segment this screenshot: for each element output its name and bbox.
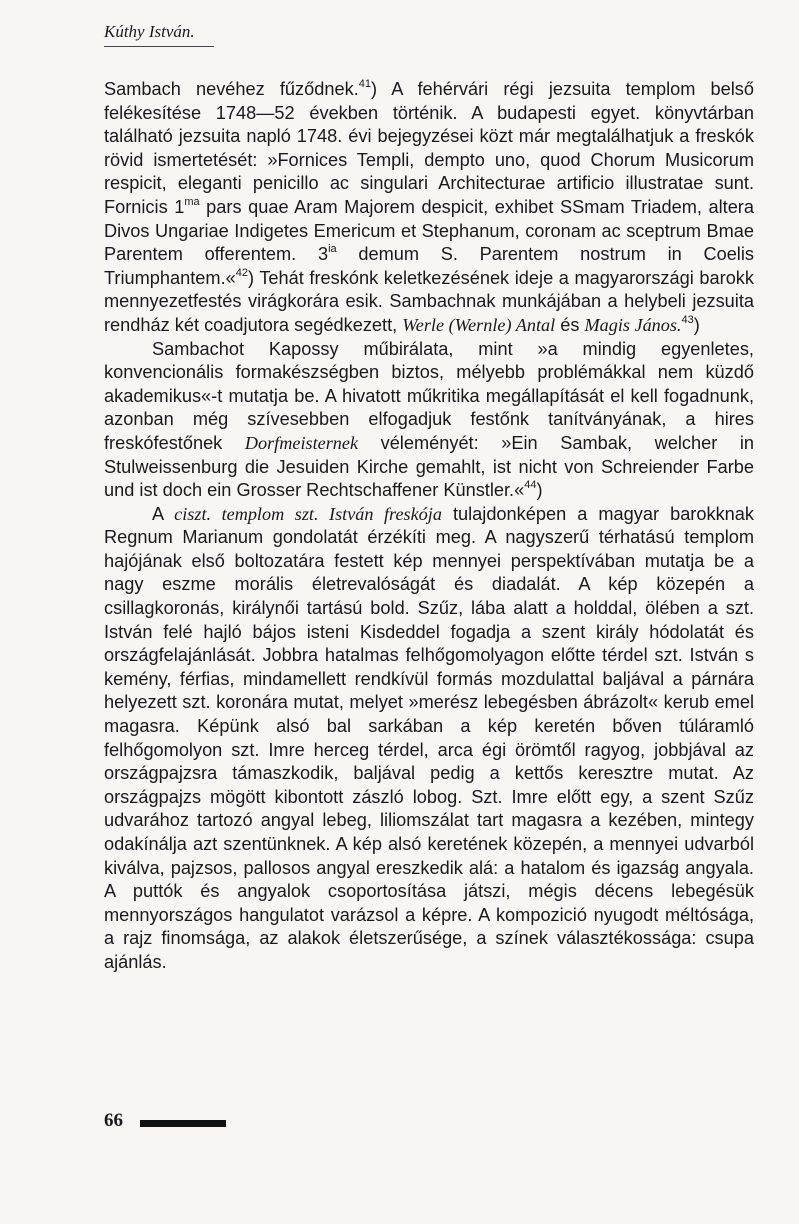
text-run: és	[555, 314, 585, 335]
italic-title: ciszt. templom szt. István freskója	[174, 503, 442, 524]
paragraph	[104, 338, 754, 503]
text-run: )	[536, 480, 543, 501]
header-rule	[104, 46, 214, 47]
text-run: A	[152, 503, 175, 524]
text-run: ) A fehérvári régi jezsuita templom belső felékesítése 1748—52 években történik. A budapesti egyet. könyvtárban található jezsuita napló 1748. évi bejegyzései közt már megtalálhatjuk a freskók rövid ismertetését: »Fornices Templi, dempto uno, quod Chorum Musicorum respicit, eleganti penicillo ac singulari Architecturae artificio illustratae sunt. Fornicis 1	[104, 79, 754, 217]
text-run: véleményét: »Ein Sambak, welcher in Stulweissenburg die Jesuiden Kirche gemahlt, ist nicht von Schreiender Farbe und ist doch ein Grosser Rechtschaffener Künstler.«	[104, 432, 754, 501]
text-run: Sambachot Kapossy műbirálata, mint »a mindig egyenletes, konvencionális formakészségben biztos, mélyebb problémákkal nem küzdő akademikus«-t mutatja be. A hivatott műkritika megállapítását el kell fogadnunk, azonban még szívesebben elfogadjuk festőnk tanítványának, a hires freskófestőnek	[104, 338, 754, 453]
italic-name: Magis János.	[584, 314, 682, 335]
paragraph	[104, 78, 754, 338]
footnote-ref-44: 44	[524, 479, 537, 492]
italic-name: Dorfmeisternek	[244, 432, 359, 453]
superscript: ma	[184, 195, 200, 208]
footnote-ref-43: 43	[681, 313, 694, 326]
superscript: ia	[328, 243, 337, 256]
italic-name: Werle (Wernle) Antal	[402, 314, 556, 335]
text-run: ) Tehát freskónk keletkezésének ideje a magyarországi barokk mennyezetfestés virágkorára esik. Sambachnak munkájában a helybeli jezsuita rendház két coadjutora segédkezett,	[104, 267, 754, 335]
text-run: pars quae Aram Majorem despicit, exhibet SSmam Triadem, altera Divos Ungariae Indigetes Emericum et Stephanum, coronam ac sceptrum Bmae Parentem offerentem. 3	[104, 196, 754, 265]
paragraph	[104, 503, 754, 975]
text-run: Sambach nevéhez fűződnek.	[104, 79, 359, 99]
footnote-ref-41: 41	[358, 77, 371, 90]
footnote-ref-42: 42	[235, 266, 248, 279]
text-run: tulajdonképen a magyar barokknak Regnum Marianum gondolatát érzékíti meg. A nagyszerű térhatású templom hajójának első boltozatára festett kép mennyei perspektívában mutatja be a nagy eszme morális életrevalóságát és diadalát. A kép közepén a csillagkoronás, királynői tartású bold. Szűz, lába alatt a holddal, ölében a szt. István felé hajló bájos isteni Kisdeddel fogadja a szent király hódolatát és országfelajánlását. Jobbra hatalmas felhőgomolyagon előtte térdel szt. István s kemény, férfias, mindamellett rendkívül formás mozdulattal baljával a párnára helyezett szt. koronára mutat, melyet »merész lebegésben ábrázolt« kerub emel magasra. Képünk alsó bal sarkában a kép keretén bőven túláramló felhőgomolyon szt. Imre herceg térdel, arca égi örömtől ragyog, jobbjával az országpajzsra támaszkodik, baljával pedig a kettős keresztre mutat. Az országpajzs mögött kibontott zászló lobog. Szt. Imre előtt egy, a szent Szűz udvarához tartozó angyal lebeg, liliomszálat tart magasra a kezében, mintegy odakínálja azt szentünknek. A kép alsó keretének közepén, a mennyei udvarból kiválva, pajzsos, pallosos angyal ereszkedik alá: a hatalom és igazság angyala. A puttók és angyalok csoportosítása játszi, mégis décens lebegésük mennyországos hangulatot varázsol a képre. A kompozició nyugodt méltósága, a rajz finomsága, az alakok életszerűsége, a színek választékossága: csupa ajánlás.	[104, 503, 754, 972]
page-number-bar	[140, 1120, 226, 1127]
body-text	[104, 78, 754, 975]
text-run: demum S. Parentem nostrum in Coelis Triumphantem.«	[104, 244, 754, 288]
page-number: 66	[104, 1110, 123, 1131]
text-run: )	[693, 314, 700, 335]
running-header: Kúthy István.	[104, 22, 195, 41]
